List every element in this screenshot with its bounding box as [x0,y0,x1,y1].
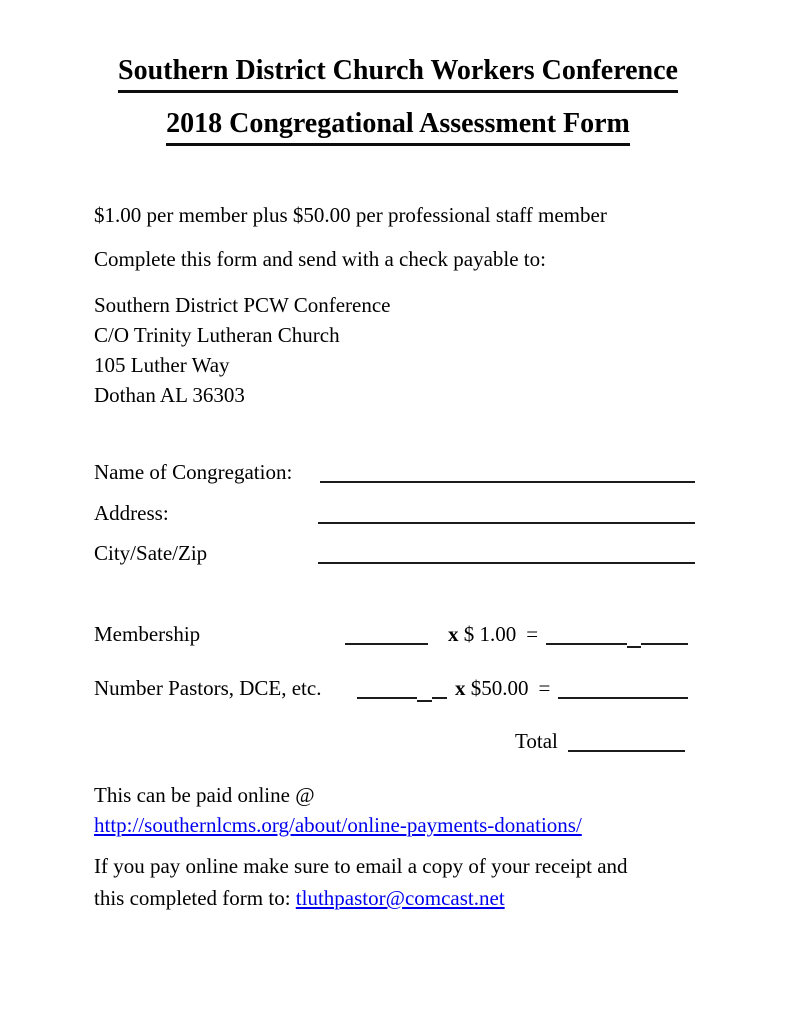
membership-label: Membership [94,622,201,646]
email-note-line2 [94,886,505,911]
total-amount-blank [568,736,685,752]
page-title-line1-text: Southern District Church Workers Conference [118,55,678,93]
online-payment-link[interactable]: http://southernlcms.org/about/online-payments-donations/ [94,813,582,837]
page-title-line1 [0,55,796,93]
online-payment-link-row [94,813,582,838]
membership-rate: $ 1.00 [463,622,517,646]
pastors-label: Number Pastors, DCE, etc. [94,676,322,700]
email-note-line1: If you pay online make sure to email a copy of your receipt and [94,854,628,878]
membership-amount-blank [546,629,627,645]
pastors-count-blank-end [432,683,447,699]
membership-multiplier: x [448,622,459,646]
address-blank [318,508,695,524]
page-title-line2-text: 2018 Congregational Assessment Form [166,108,630,146]
membership-count-blank [345,629,428,645]
payee-address-line: C/O Trinity Lutheran Church [94,323,340,347]
membership-equals: = [526,622,539,646]
email-note-line2-prefix: this completed form to: [94,886,296,910]
congregation-name-blank [320,467,695,483]
congregation-name-label: Name of Congregation: [94,460,293,484]
pastors-amount-blank [558,683,688,699]
membership-row [94,622,688,648]
membership-amount-blank-end [641,629,688,645]
address-row [94,501,695,526]
online-payment-intro: This can be paid online @ [94,783,315,807]
total-row [94,729,685,754]
city-state-zip-blank [318,548,695,564]
pastors-count-blank [357,683,417,699]
payee-address-line: Dothan AL 36303 [94,383,245,407]
congregation-name-row [94,460,695,485]
page-title-line2 [0,108,796,146]
city-state-zip-row [94,541,695,566]
city-state-zip-label: City/Sate/Zip [94,541,208,565]
total-label: Total [515,729,558,753]
email-link[interactable]: tluthpastor@comcast.net [295,886,505,910]
pastors-equals: = [538,676,551,700]
instruction-line: Complete this form and send with a check payable to: [94,247,546,271]
address-label: Address: [94,501,169,525]
pastors-row [94,676,688,702]
pastors-rate: $50.00 [470,676,529,700]
fee-line: $1.00 per member plus $50.00 per professional staff member [94,203,607,227]
pastors-count-blank-dip [417,686,432,702]
payee-address-line: 105 Luther Way [94,353,230,377]
membership-amount-blank-dip [627,632,641,648]
pastors-multiplier: x [455,676,466,700]
payee-address-line: Southern District PCW Conference [94,293,391,317]
payee-address-block [94,290,390,410]
